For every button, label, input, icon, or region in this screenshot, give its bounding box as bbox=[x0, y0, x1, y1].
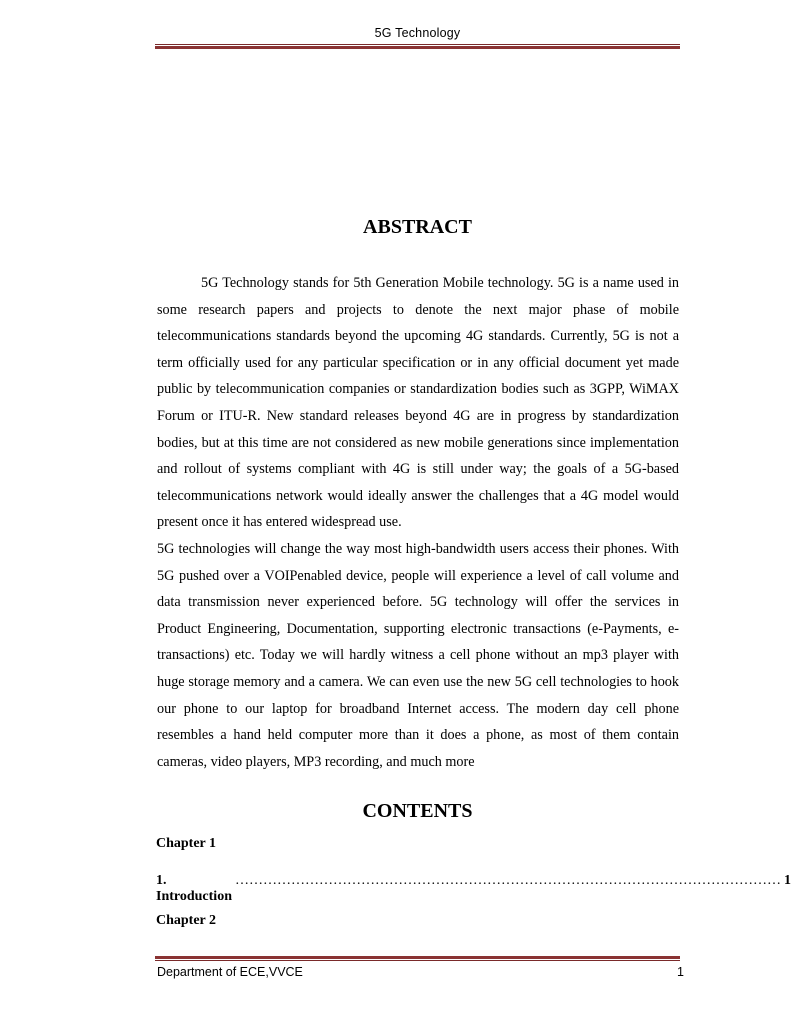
footer-department: Department of ECE,VVCE bbox=[157, 965, 303, 979]
abstract-paragraph-1: 5G Technology stands for 5th Generation Mobile technology. 5G is a name used in some research papers and projects to denote the next major phase of mobile telecommunications standards beyond the upcoming 4G standards. Currently, 5G is not a term officially used for any particular specification or in any official document yet made public by telecommunication companies or standardization bodies such as 3GPP, WiMAX Forum or ITU-R. New standard releases beyond 4G are in progress by standardization bodies, but at this time are not considered as new mobile generations since implementation and rollout of systems compliant with 4G is still under way; the goals of a 5G-based telecommunications network would ideally answer the challenges that a 4G model would present once it has entered widespread use. bbox=[157, 275, 679, 531]
footer-page-number: 1 bbox=[677, 965, 684, 979]
toc-chapter-2-label: Chapter 2 bbox=[156, 913, 217, 928]
contents-heading: CONTENTS bbox=[362, 800, 473, 822]
abstract-heading: ABSTRACT bbox=[363, 216, 472, 238]
toc-entry-introduction[interactable] bbox=[156, 873, 791, 905]
abstract-paragraph-2: 5G technologies will change the way most high-bandwidth users access their phones. With 5G pushed over a VOIPenabled device, people will experience a level of call volume and data transmission never experienced before. 5G technology will offer the services in Product Engineering, Documentation, supporting electronic transactions (e-Payments, e-transactions) etc. Today we will hardly witness a cell phone without an mp3 player with huge storage memory and a camera. We can even use the new 5G cell technologies to hook our phone to our laptop for broadband Internet access. The modern day cell phone resembles a hand held computer more than it does a phone, as most of them contain cameras, video players, MP3 recording, and much more bbox=[157, 540, 679, 770]
footer-rule bbox=[155, 956, 680, 961]
toc-leader-dots: ……………………………………………………………………………………………………… bbox=[234, 873, 781, 888]
page-header-title: 5G Technology bbox=[374, 26, 461, 40]
header-rule bbox=[155, 44, 680, 49]
toc-entry-page: 1 bbox=[783, 873, 791, 888]
toc-entry-title: 1. Introduction bbox=[156, 873, 232, 904]
abstract-body bbox=[157, 270, 679, 775]
toc-chapter-1-label: Chapter 1 bbox=[156, 836, 217, 851]
